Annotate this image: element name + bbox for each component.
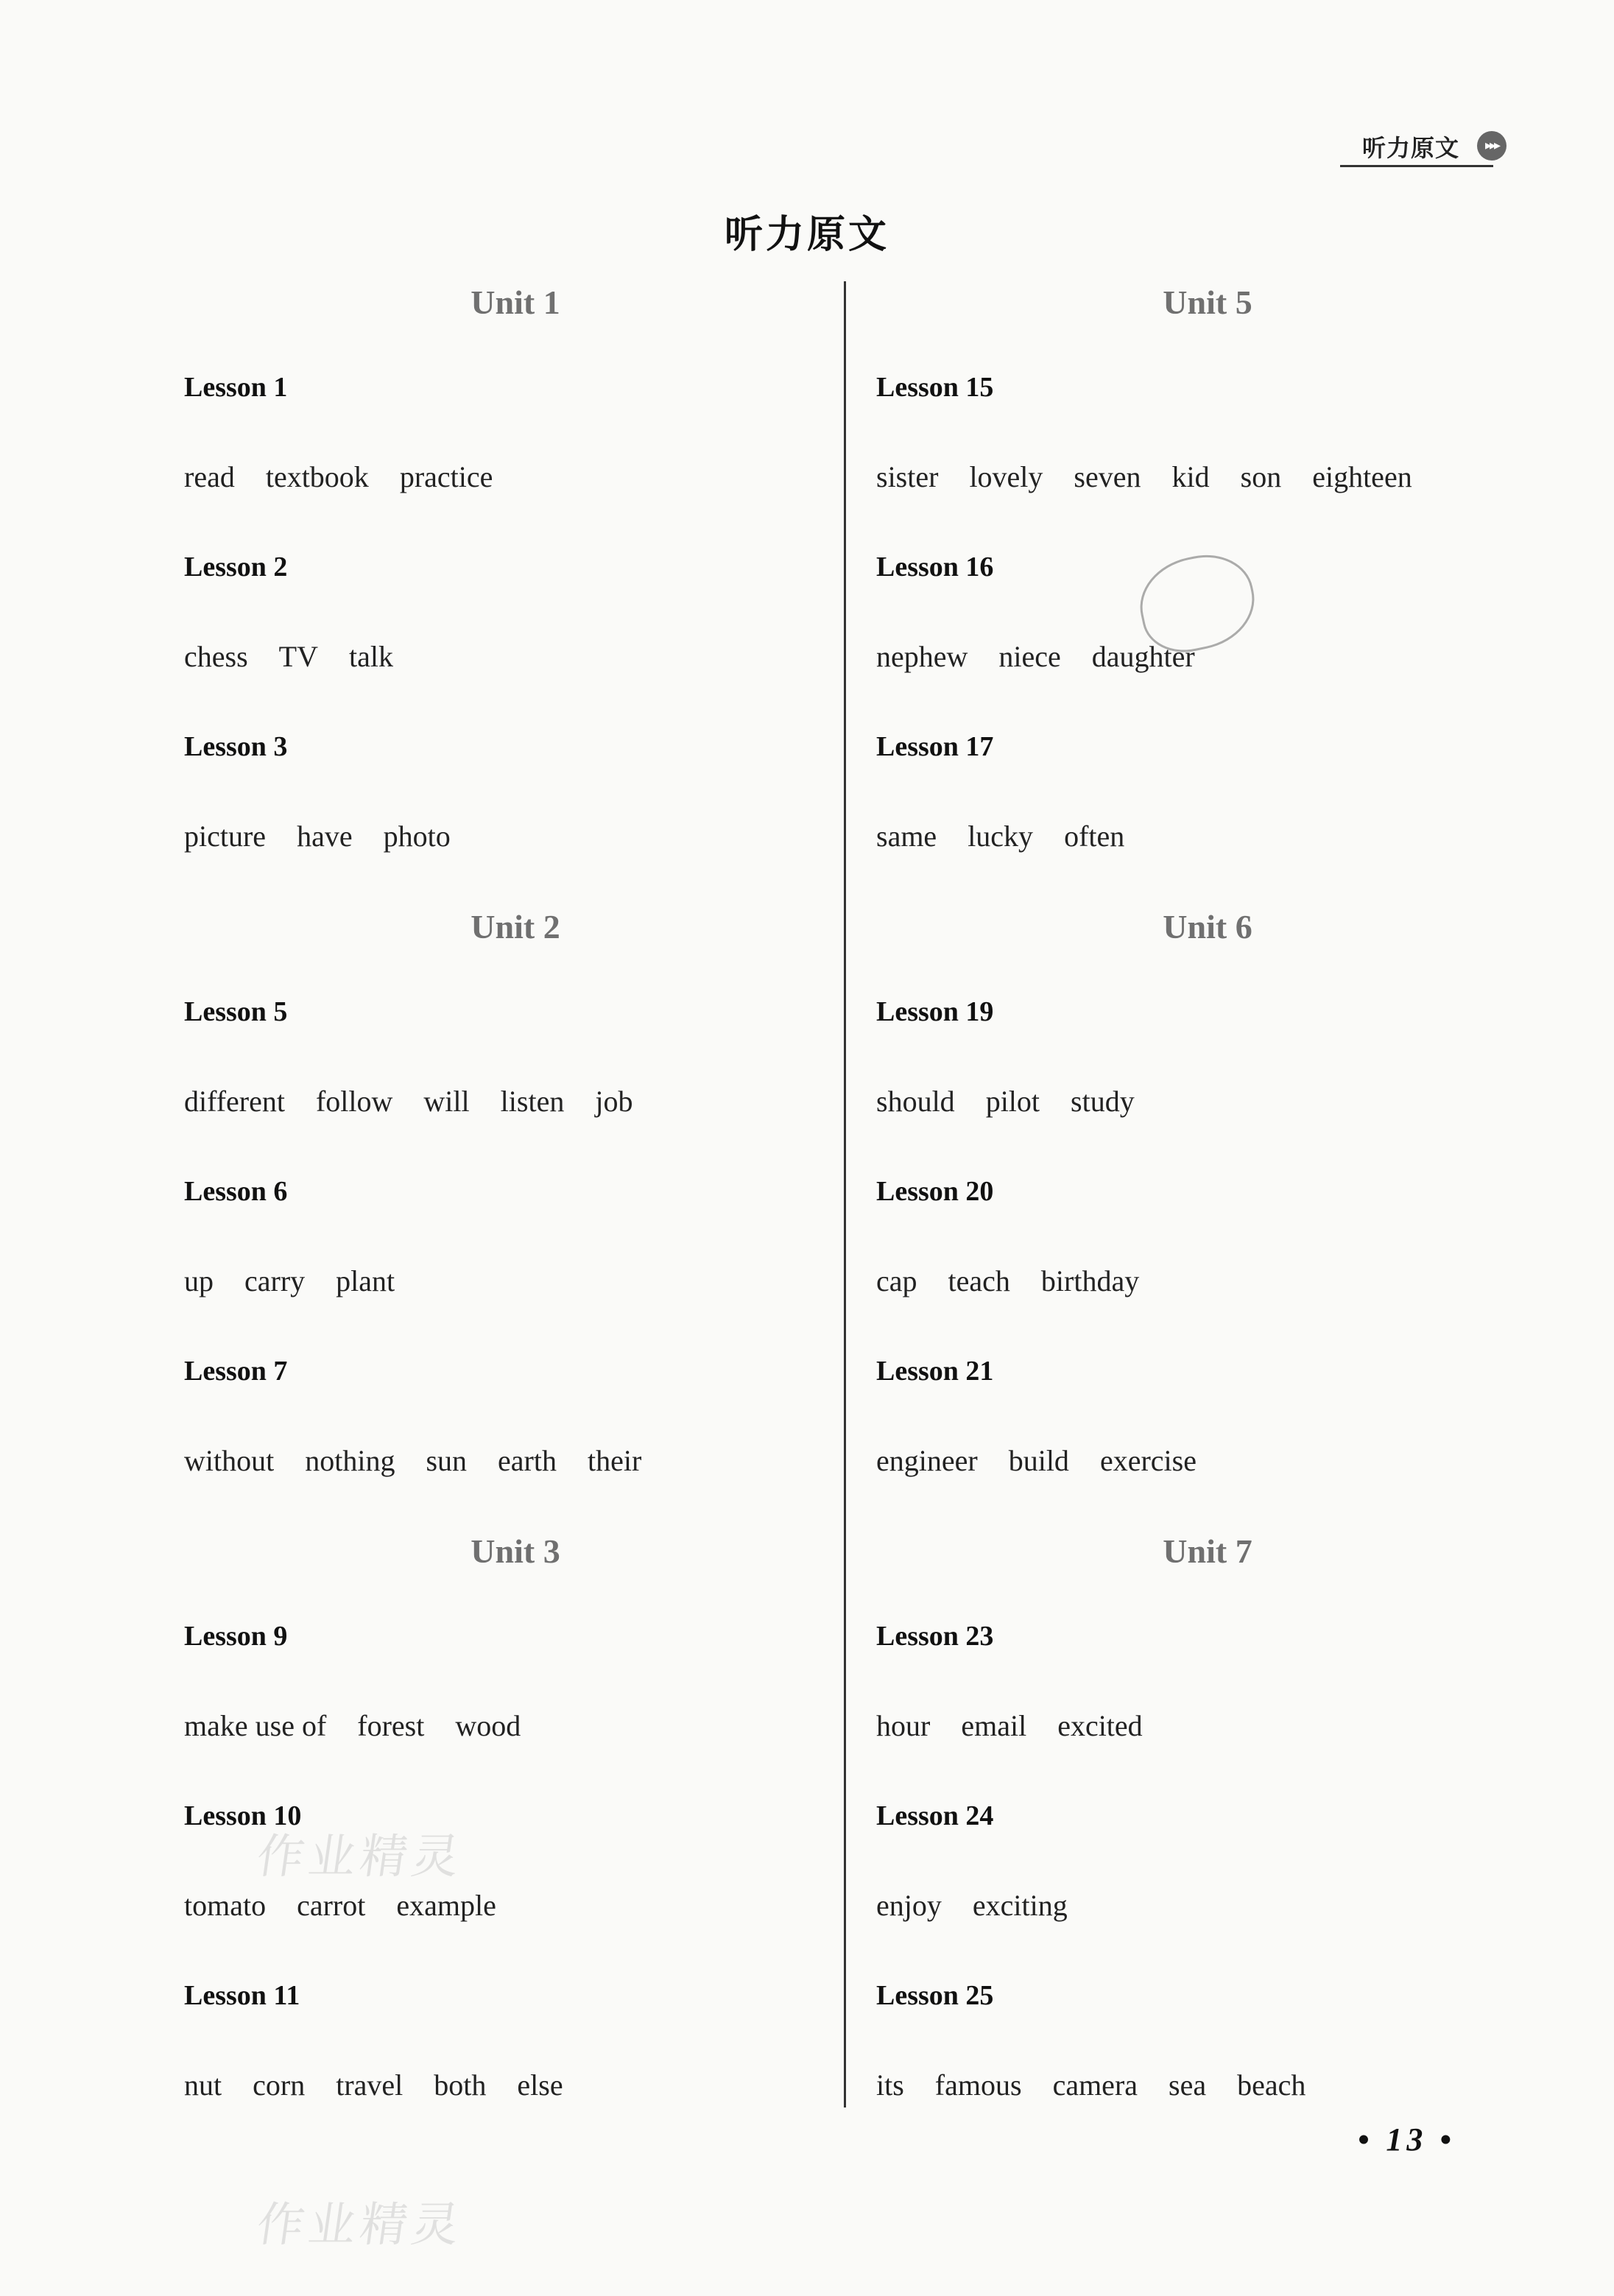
vocab-word: travel bbox=[336, 2068, 403, 2102]
lesson-title: Lesson 23 bbox=[876, 1621, 994, 1652]
page-title: 听力原文 bbox=[724, 213, 889, 257]
lesson-word-list bbox=[876, 1882, 1539, 1929]
lesson-word-list bbox=[184, 1258, 847, 1305]
vocab-word: often bbox=[1064, 820, 1125, 853]
lesson-title: Lesson 9 bbox=[184, 1621, 288, 1652]
vocab-word: practice bbox=[399, 460, 493, 493]
vocab-word: plant bbox=[336, 1264, 395, 1297]
vocab-word: its bbox=[876, 2068, 904, 2102]
lesson-title: Lesson 5 bbox=[184, 996, 288, 1027]
lesson-word-list bbox=[184, 1437, 847, 1485]
vocab-word: example bbox=[396, 1889, 496, 1922]
lesson-word-list bbox=[184, 1702, 847, 1750]
vocab-word: exercise bbox=[1099, 1444, 1197, 1477]
vocab-word: study bbox=[1071, 1085, 1135, 1118]
vocab-word: daughter bbox=[1091, 640, 1195, 673]
vocab-word: beach bbox=[1237, 2068, 1306, 2102]
lesson-title: Lesson 7 bbox=[184, 1356, 288, 1387]
unit-heading: Unit 1 bbox=[471, 284, 560, 321]
unit-heading: Unit 3 bbox=[471, 1532, 560, 1570]
vocab-word: picture bbox=[184, 820, 267, 853]
vocab-word: job bbox=[595, 1085, 633, 1118]
vocab-word: excited bbox=[1057, 1709, 1143, 1742]
unit-heading: Unit 5 bbox=[1163, 284, 1252, 321]
vocab-word: cap bbox=[876, 1264, 917, 1297]
vocab-word: son bbox=[1240, 460, 1282, 493]
lesson-title: Lesson 17 bbox=[876, 731, 994, 762]
vocab-word: earth bbox=[498, 1444, 557, 1477]
vocab-word: sister bbox=[876, 460, 939, 493]
vocab-word: forest bbox=[357, 1709, 425, 1742]
vocab-word: lovely bbox=[969, 460, 1043, 493]
vocab-word: make use of bbox=[184, 1709, 327, 1742]
lesson-word-list bbox=[876, 1258, 1539, 1305]
vocab-word: textbook bbox=[265, 460, 369, 493]
watermark-bottom: 作业精灵 bbox=[253, 2198, 468, 2253]
vocab-word: eighteen bbox=[1312, 460, 1412, 493]
vocab-word: nut bbox=[184, 2068, 222, 2102]
lesson-title: Lesson 6 bbox=[184, 1176, 288, 1207]
vocab-word: carry bbox=[244, 1264, 306, 1297]
vocab-word: seven bbox=[1074, 460, 1141, 493]
lesson-title: Lesson 11 bbox=[184, 1980, 300, 2011]
running-header: 听力原文 bbox=[1362, 134, 1460, 162]
vocab-word: talk bbox=[348, 640, 393, 673]
lesson-word-list bbox=[876, 1437, 1539, 1485]
vocab-word: follow bbox=[315, 1085, 393, 1118]
lesson-title: Lesson 20 bbox=[876, 1176, 994, 1207]
unit-heading: Unit 7 bbox=[1163, 1532, 1252, 1570]
vocab-word: exciting bbox=[972, 1889, 1068, 1922]
lesson-title: Lesson 25 bbox=[876, 1980, 994, 2011]
vocab-word: famous bbox=[934, 2068, 1022, 2102]
vocab-word: sea bbox=[1169, 2068, 1207, 2102]
lesson-title: Lesson 24 bbox=[876, 1800, 994, 1831]
lesson-word-list bbox=[876, 1702, 1539, 1750]
watermark: 作业精灵 bbox=[253, 1830, 468, 1884]
vocab-word: have bbox=[297, 820, 353, 853]
lesson-word-list bbox=[184, 454, 847, 501]
vocab-word: different bbox=[184, 1085, 285, 1118]
vocab-word: will bbox=[423, 1085, 470, 1118]
lesson-word-list bbox=[184, 1078, 847, 1125]
vocab-word: wood bbox=[455, 1709, 521, 1742]
vocab-word: tomato bbox=[184, 1889, 267, 1922]
unit-heading: Unit 6 bbox=[1163, 908, 1252, 945]
vocab-word: kid bbox=[1171, 460, 1210, 493]
lesson-word-list bbox=[184, 1882, 847, 1929]
vocab-word: pilot bbox=[985, 1085, 1040, 1118]
vocab-word: photo bbox=[383, 820, 451, 853]
lesson-word-list bbox=[876, 1078, 1539, 1125]
vocab-word: both bbox=[434, 2068, 487, 2102]
vocab-word: build bbox=[1008, 1444, 1069, 1477]
lesson-title: Lesson 1 bbox=[184, 372, 288, 403]
vocab-word: engineer bbox=[876, 1444, 978, 1477]
vocab-word: niece bbox=[998, 640, 1061, 673]
lesson-word-list bbox=[184, 813, 847, 860]
vocab-word: up bbox=[184, 1264, 214, 1297]
vocab-word: same bbox=[876, 820, 937, 853]
vocab-word: listen bbox=[500, 1085, 565, 1118]
vocab-word: nephew bbox=[876, 640, 968, 673]
vocab-word: birthday bbox=[1040, 1264, 1140, 1297]
vocab-word: should bbox=[876, 1085, 955, 1118]
vocab-word: lucky bbox=[968, 820, 1034, 853]
vocab-word: their bbox=[588, 1444, 642, 1477]
unit-heading: Unit 2 bbox=[471, 908, 560, 945]
lesson-word-list bbox=[876, 813, 1539, 860]
lesson-word-list bbox=[184, 2062, 847, 2109]
vocab-word: camera bbox=[1052, 2068, 1138, 2102]
vocab-word: else bbox=[517, 2068, 563, 2102]
lesson-title: Lesson 2 bbox=[184, 552, 288, 582]
header-rule bbox=[1340, 165, 1493, 167]
lesson-title: Lesson 10 bbox=[184, 1800, 302, 1831]
vocab-word: TV bbox=[278, 640, 318, 673]
vocab-word: carrot bbox=[297, 1889, 366, 1922]
lesson-title: Lesson 15 bbox=[876, 372, 994, 403]
arrow-right-icon: ▸▸▸ bbox=[1477, 131, 1506, 161]
vocab-word: nothing bbox=[305, 1444, 395, 1477]
lesson-title: Lesson 19 bbox=[876, 996, 994, 1027]
lesson-word-list bbox=[876, 2062, 1539, 2109]
lesson-title: Lesson 21 bbox=[876, 1356, 994, 1387]
vocab-word: email bbox=[961, 1709, 1027, 1742]
vocab-word: without bbox=[184, 1444, 275, 1477]
vocab-word: teach bbox=[948, 1264, 1010, 1297]
lesson-word-list bbox=[876, 454, 1539, 501]
vocab-word: read bbox=[184, 460, 235, 493]
vocab-word: corn bbox=[253, 2068, 306, 2102]
vocab-word: chess bbox=[184, 640, 248, 673]
vocab-word: hour bbox=[876, 1709, 931, 1742]
page-number: • 13 • bbox=[1358, 2121, 1456, 2158]
lesson-title: Lesson 3 bbox=[184, 731, 288, 762]
lesson-word-list bbox=[184, 633, 847, 680]
lesson-title: Lesson 16 bbox=[876, 552, 994, 582]
vocab-word: enjoy bbox=[876, 1889, 942, 1922]
vocab-word: sun bbox=[426, 1444, 468, 1477]
